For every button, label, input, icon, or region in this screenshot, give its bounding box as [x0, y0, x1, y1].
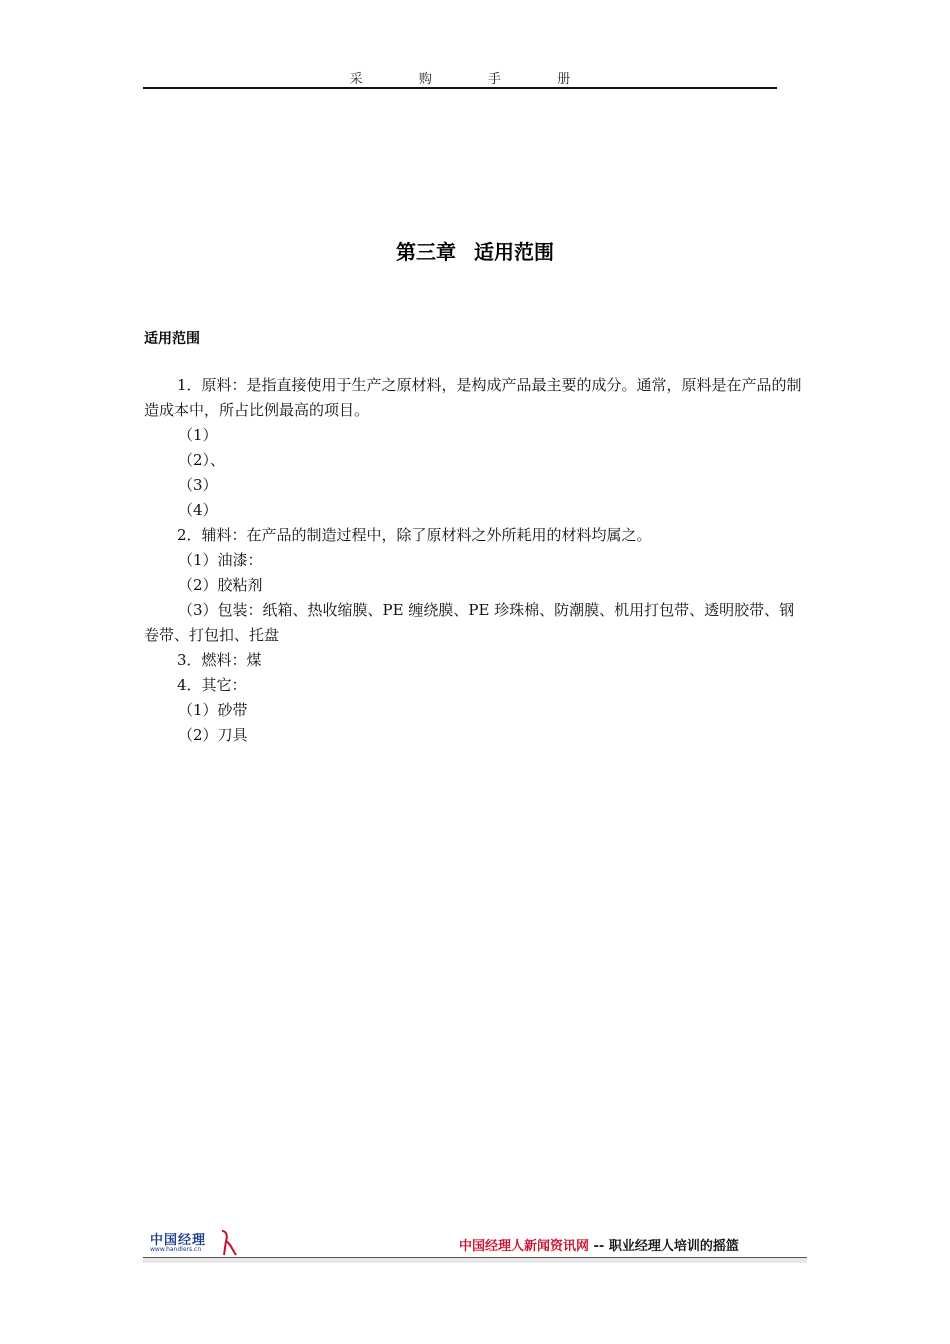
footer-logo	[148, 1229, 240, 1257]
chapter-title	[0, 236, 950, 265]
section-heading: 适用范围	[144, 331, 200, 347]
list-item-packaging: （3）包装：纸箱、热收缩膜、PE 缠绕膜、PE 珍珠棉、防潮膜、机用打包带、透明胶带、钢卷带、打包扣、托盘	[144, 601, 795, 644]
list-item: （4）	[178, 501, 218, 519]
slogan-separator: --	[589, 1239, 609, 1254]
list-item: （3）	[178, 476, 218, 494]
list-item: （1）油漆：	[178, 551, 263, 569]
list-item: （1）砂带	[178, 701, 248, 719]
list-item: （2）刀具	[178, 726, 248, 744]
list-item: （1）	[178, 426, 218, 444]
footer-shadow-bar	[143, 1258, 807, 1263]
item-fuel: 3．燃料：煤	[177, 651, 262, 669]
item-auxiliary-materials: 2．辅料：在产品的制造过程中，除了原材料之外所耗用的材料均属之。	[177, 526, 652, 544]
logo-mark-icon	[218, 1229, 238, 1257]
list-item: （2）胶粘剂	[178, 576, 263, 594]
item-other: 4．其它：	[177, 676, 247, 694]
logo-url: www.handlers.cn	[150, 1246, 202, 1253]
footer-slogan	[459, 1235, 739, 1254]
item-raw-materials: 1．原料：是指直接使用于生产之原材料，是构成产品最主要的成分。通常，原料是在产品的制造成本中，所占比例最高的项目。	[144, 376, 802, 419]
chapter-name: 适用范围	[474, 240, 554, 264]
chapter-number: 第三章	[396, 240, 456, 264]
slogan-tagline: 职业经理人培训的摇篮	[608, 1239, 739, 1254]
list-item: （2）、	[178, 451, 226, 469]
logo-text: 中国经理	[150, 1233, 207, 1248]
running-header: 采 购 手 册	[349, 72, 597, 87]
header-rule	[143, 87, 777, 89]
document-body	[144, 373, 808, 748]
slogan-site-name: 中国经理人新闻资讯网	[459, 1239, 590, 1254]
